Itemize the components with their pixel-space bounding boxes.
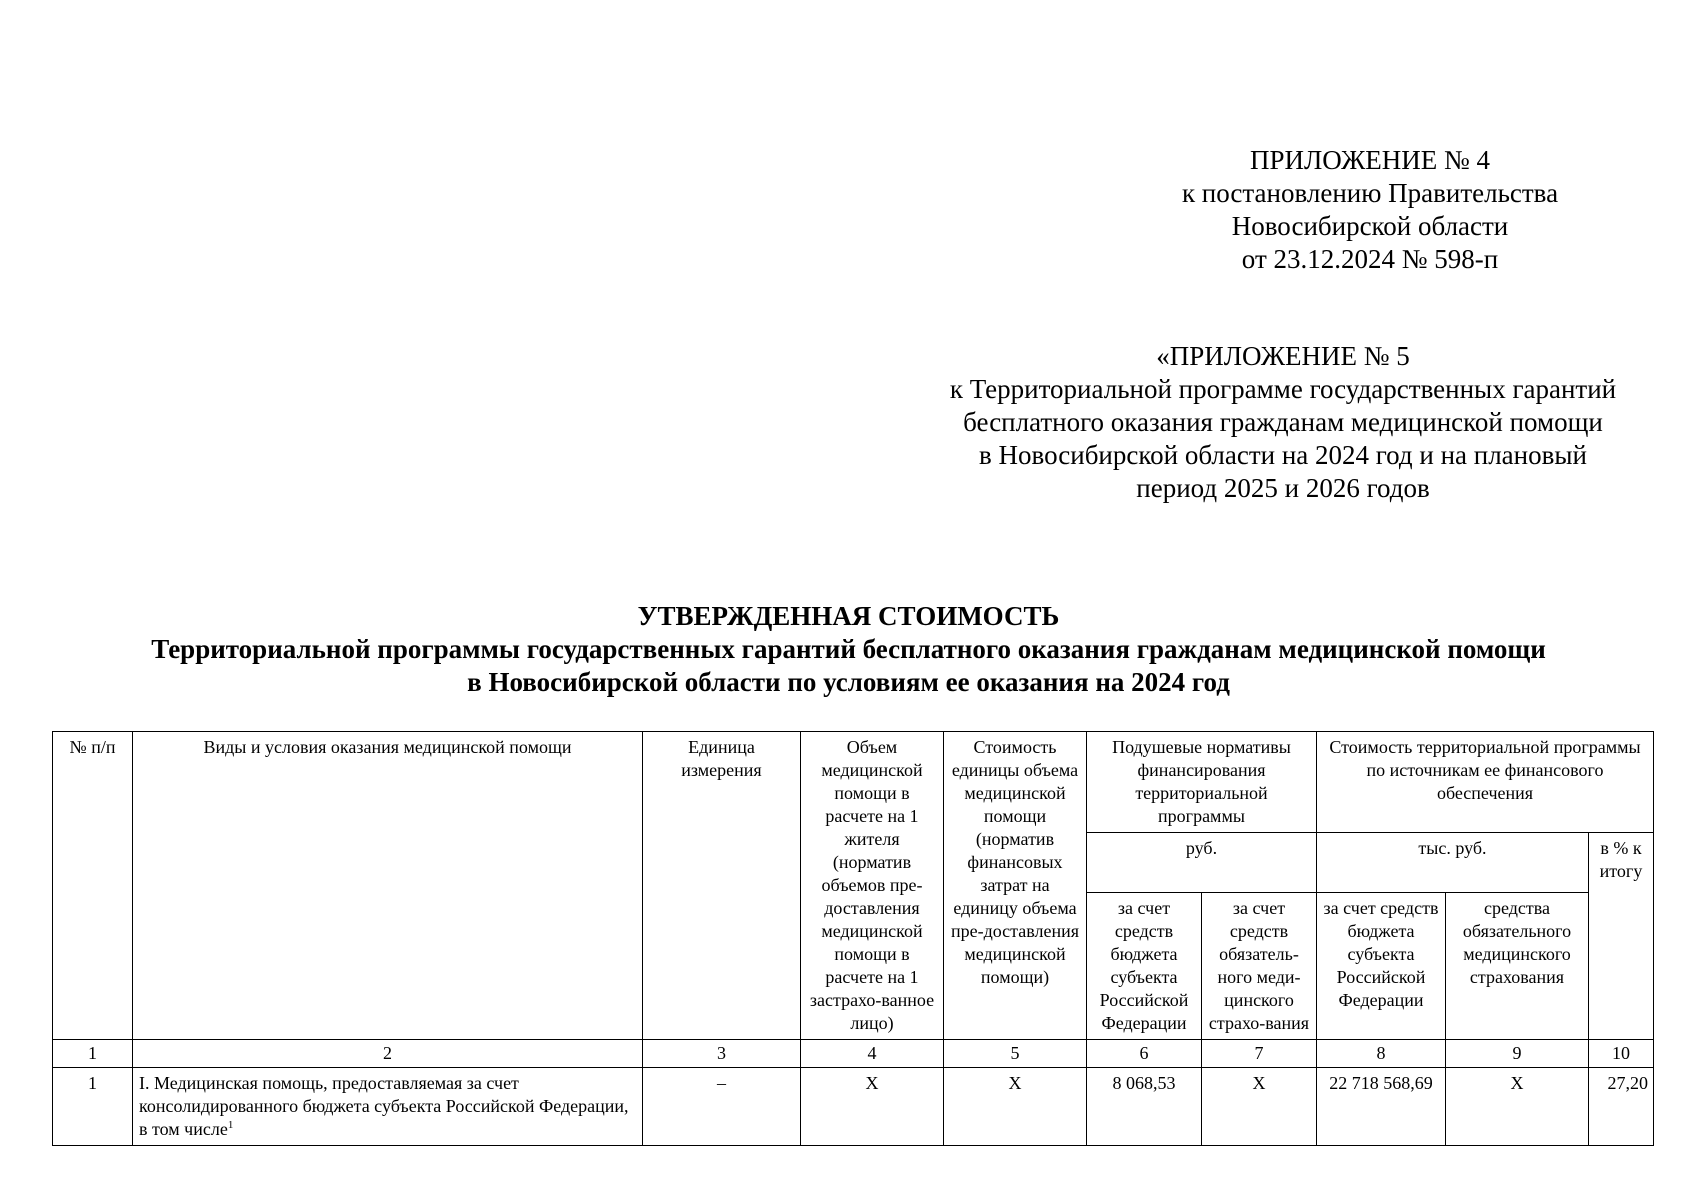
row-cost-budget: 22 718 568,69	[1317, 1068, 1446, 1146]
row-per-capita-oms: Х	[1202, 1068, 1317, 1146]
row-per-capita-budget: 8 068,53	[1087, 1068, 1202, 1146]
column-number: 4	[801, 1040, 944, 1068]
column-number: 2	[133, 1040, 643, 1068]
header-percent: в % к итогу	[1589, 833, 1654, 1040]
appendix-5-title: «ПРИЛОЖЕНИЕ № 5	[1156, 341, 1410, 371]
header-thousand-rub: тыс. руб.	[1317, 833, 1589, 893]
appendix-5-line: в Новосибирской области на 2024 год и на плановый	[979, 440, 1587, 470]
row-percent: 27,20	[1589, 1068, 1654, 1146]
row-unit-cost: Х	[944, 1068, 1087, 1146]
cost-table	[52, 731, 1654, 1146]
appendix-4-date: от 23.12.2024 № 598-п	[1241, 244, 1499, 274]
column-number: 1	[53, 1040, 133, 1068]
row-unit: –	[643, 1068, 801, 1146]
column-numbers-row	[53, 1040, 1654, 1068]
header-oms-rub: за счет средств обязатель-ного меди-цинского страхо-вания	[1202, 893, 1317, 1040]
footnote-marker: 1	[227, 1119, 234, 1131]
header-program-cost: Стоимость территориальной программы по источникам ее финансового обеспечения	[1317, 732, 1654, 833]
header-types: Виды и условия оказания медицинской помощи	[133, 732, 643, 1040]
row-cost-oms: Х	[1446, 1068, 1589, 1146]
column-number: 10	[1589, 1040, 1654, 1068]
title-line-3: в Новосибирской области по условиям ее оказания на 2024 год	[467, 667, 1230, 697]
document-title	[0, 600, 1697, 699]
row-volume: Х	[801, 1068, 944, 1146]
title-line-2: Территориальной программы государственных гарантий бесплатного оказания гражданам медицинской помощи	[151, 634, 1546, 664]
header-budget-rf: за счет средств бюджета субъекта Российской Федерации	[1087, 893, 1202, 1040]
header-budget-rf-th: за счет средств бюджета субъекта Российской Федерации	[1317, 893, 1446, 1040]
header-per-capita: Подушевые нормативы финансирования территориальной программы	[1087, 732, 1317, 833]
header-unit-cost: Стоимость единицы объема медицинской помощи (норматив финансовых затрат на единицу объема пре-доставления медицинской помощи)	[944, 732, 1087, 1040]
header-unit: Единица измерения	[643, 732, 801, 1040]
header-volume: Объем медицинской помощи в расчете на 1 жителя (норматив объемов пре-доставления медицинской помощи в расчете на 1 застрахо-ванное лицо)	[801, 732, 944, 1040]
column-number: 6	[1087, 1040, 1202, 1068]
appendix-5-line: к Территориальной программе государственных гарантий	[949, 374, 1617, 404]
column-number: 3	[643, 1040, 801, 1068]
title-line-1: УТВЕРЖДЕННАЯ СТОИМОСТЬ	[637, 601, 1060, 631]
header-oms-th: средства обязательного медицинского страхования	[1446, 893, 1589, 1040]
appendix-5-line: период 2025 и 2026 годов	[1136, 473, 1430, 503]
appendix-5-header	[918, 340, 1648, 505]
appendix-4-line: Новосибирской области	[1231, 211, 1509, 241]
row-name-cell	[133, 1068, 643, 1146]
column-number: 9	[1446, 1040, 1589, 1068]
table-row	[53, 1068, 1654, 1146]
row-num: 1	[53, 1068, 133, 1146]
column-number: 8	[1317, 1040, 1446, 1068]
column-number: 5	[944, 1040, 1087, 1068]
appendix-5-line: бесплатного оказания гражданам медицинской помощи	[963, 407, 1603, 437]
row-name: I. Медицинская помощь, предоставляемая за счет консолидированного бюджета субъекта Российской Федерации, в том числе	[139, 1073, 629, 1139]
header-rub: руб.	[1087, 833, 1317, 893]
appendix-4-header	[1090, 144, 1650, 276]
appendix-4-line: к постановлению Правительства	[1181, 178, 1559, 208]
appendix-4-title: ПРИЛОЖЕНИЕ № 4	[1249, 145, 1491, 175]
column-number: 7	[1202, 1040, 1317, 1068]
header-num: № п/п	[53, 732, 133, 1040]
